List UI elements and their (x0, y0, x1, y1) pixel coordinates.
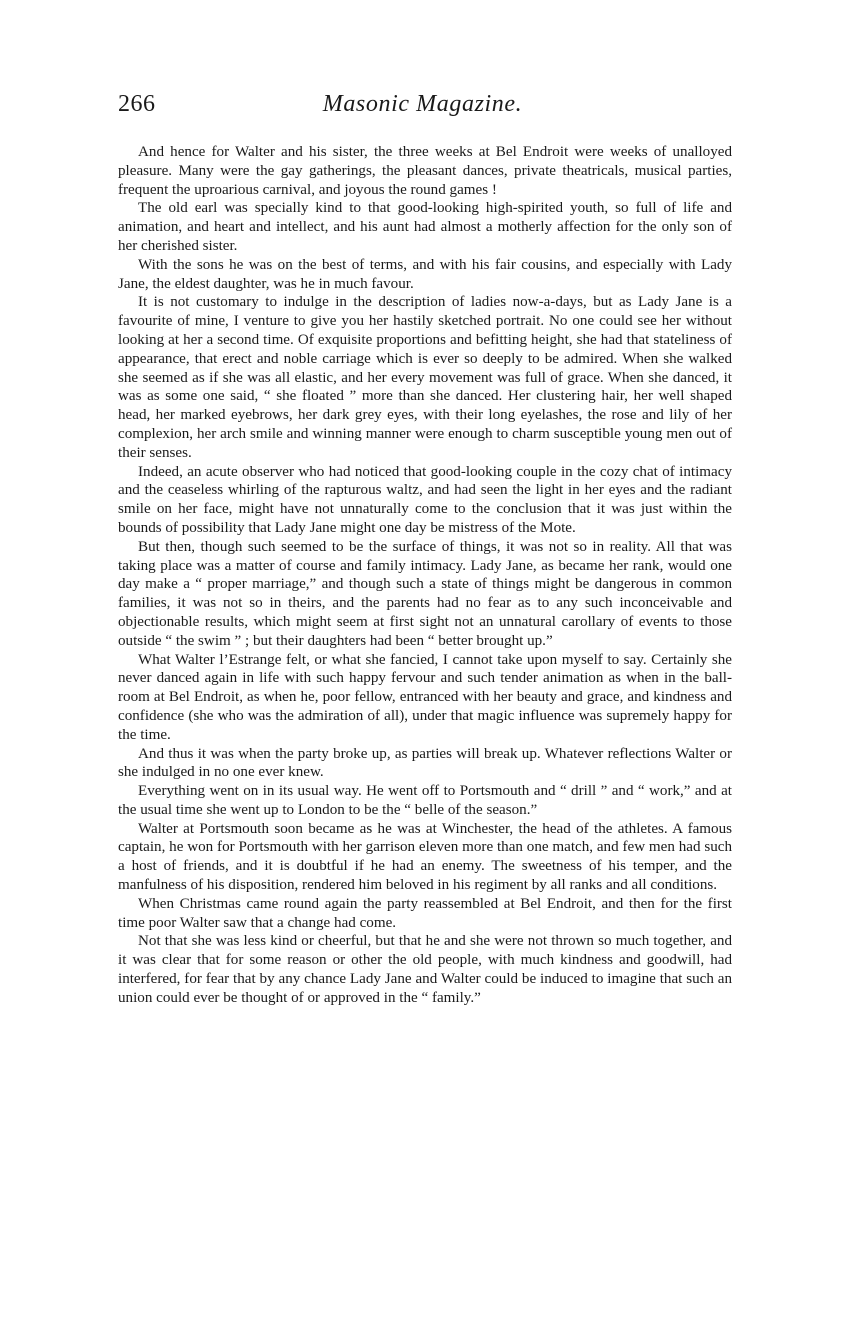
running-title: Masonic Magazine. (322, 91, 523, 117)
page-number: 266 (118, 91, 156, 117)
paragraph: But then, though such seemed to be the surface of things, it was not so in reality. All that was taking place was a matter of course and family intimacy. Lady Jane, as became her rank, would one day make a “ proper marriage,” and though such a state of things might be dangerous in common families, it was not so in theirs, and the parents had no fear as to any such inconceivable and objectionable results, which might seem at first sight not an unnatural carollary of events to those outside “ the swim ” ; but their daughters had been “ better brought up.” (118, 538, 732, 649)
paragraph: It is not customary to indulge in the description of ladies now-a-days, but as Lady Jane is a favourite of mine, I venture to give you her hastily sketched portrait. No one could see her without looking at her a second time. Of exquisite proportions and befitting height, she had that stateliness of appearance, that erect and noble carriage which is ever so deeply to be admired. When she walked she seemed as if she was all elastic, and her every movement was full of grace. When she danced, it was as some one said, “ she floated ” more than she danced. Her clustering hair, her well shaped head, her marked eyebrows, her dark grey eyes, with their long eyelashes, the rose and lily of her complexion, her arch smile and winning manner were enough to charm susceptible young men out of their senses. (118, 294, 732, 461)
paragraph: What Walter l’Estrange felt, or what she fancied, I cannot take upon myself to say. Certainly she never danced again in life with such happy fervour and such tender animation as when in the ball-room at Bel Endroit, as when he, poor fellow, entranced with her beauty and grace, and kindness and confidence (she who was the admiration of all), under that magic influence was supremely happy for the time. (118, 651, 732, 743)
paragraph: Everything went on in its usual way. He went off to Portsmouth and “ drill ” and “ work,” and at the usual time she went up to London to be the “ belle of the season.” (118, 783, 732, 818)
paragraph: And thus it was when the party broke up, as parties will break up. Whatever reflections Walter or she indulged in no one ever knew. (118, 745, 732, 781)
paragraph: The old earl was specially kind to that good-looking high-spirited youth, so full of life and animation, and heart and intellect, and his aunt had almost a motherly affection for the only son of her cherished sister. (118, 200, 732, 254)
paragraph: With the sons he was on the best of terms, and with his fair cousins, and especially with Lady Jane, the eldest daughter, was he in much favour. (118, 256, 732, 292)
article-body (118, 143, 732, 1008)
paragraph: And hence for Walter and his sister, the three weeks at Bel Endroit were weeks of unalloyed pleasure. Many were the gay gatherings, the pleasant dances, private theatricals, musical parties, frequent the uproarious carnival, and joyous the round games ! (118, 144, 732, 198)
paragraph: Walter at Portsmouth soon became as he was at Winchester, the head of the athletes. A famous captain, he won for Portsmouth with her garrison eleven more than one match, and few men had such a host of friends, and it is doubtful if he had an enemy. The sweetness of his temper, and the manfulness of his disposition, rendered him beloved in his regiment by all ranks and all conditions. (118, 820, 732, 894)
paragraph: When Christmas came round again the party reassembled at Bel Endroit, and then for the first time poor Walter saw that a change had come. (118, 895, 732, 931)
paragraph: Indeed, an acute observer who had noticed that good-looking couple in the cozy chat of intimacy and the ceaseless whirling of the rapturous waltz, and had seen the light in her eyes and the radiant smile on her face, might have not unnaturally come to the conclusion that it was just within the bounds of possibility that Lady Jane might one day be mistress of the Mote. (118, 463, 732, 536)
paragraph: Not that she was less kind or cheerful, but that he and she were not thrown so much together, and it was clear that for some reason or other the old people, with much kindness and goodwill, had interfered, for fear that by any chance Lady Jane and Walter could be induced to imagine that such an union could ever be thought of or approved in the “ family.” (118, 933, 732, 1006)
